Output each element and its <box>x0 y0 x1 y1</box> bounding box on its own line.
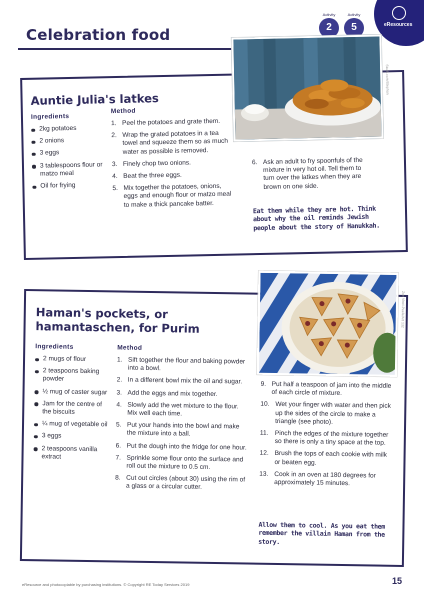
list-item: 2kg potatoes <box>31 124 105 134</box>
method-step: 5. Put your hands into the bowl and make the mixture into a ball. <box>115 421 240 439</box>
method-step: 10. Wet your finger with water and then pick up the sides of the circle to make a triangle (see photo). <box>260 401 391 426</box>
list-item: 2 onions <box>31 136 105 146</box>
method-step: 8. Cut out circles (about 30) using the rim of a glass or a circular cutter. <box>115 474 246 492</box>
method-list-continued <box>259 381 395 493</box>
recipe-title: Auntie Julia's latkes <box>30 91 159 108</box>
method-list-continued <box>252 157 375 196</box>
method-heading: Method <box>117 344 143 352</box>
ingredients-heading: Ingredients <box>30 113 70 121</box>
reflection-note: Allow them to cool. As you eat them remember the villain Haman from the story. <box>258 520 386 546</box>
photo-credit: Stock.com/Stephan <box>384 64 390 95</box>
method-step: 4. Slowly add the wet mixture to the flour. Mix well each time. <box>116 401 239 418</box>
method-step: 12. Brush the tops of each cookie with milk or beaten egg. <box>259 450 388 467</box>
method-step: 6. Ask an adult to fry spoonfuls of the mixture in very hot oil. Tell them to turn over the latkes when they are brown on one side. <box>251 156 363 191</box>
method-step: 3. Finely chop two onions. <box>111 159 191 168</box>
page-number: 15 <box>391 576 402 586</box>
method-step: 11. Pinch the edges of the mixture together so there is only a tiny space at the top. <box>259 429 389 447</box>
activity-number: 5 <box>344 18 364 38</box>
reflection-note: Eat them while they are hot. Think about why the oil reminds Jewish people about the story of Hanukkah. <box>252 204 380 233</box>
method-step: 1. Peel the potatoes and grate them. <box>111 117 221 128</box>
method-step: 1. Sift together the flour and baking powder into a bowl. <box>117 356 246 373</box>
method-step: 4. Beat the three eggs. <box>112 171 182 181</box>
eresources-label: eResources <box>384 22 413 28</box>
method-step: 2. Wrap the grated potatoes in a tea towel and squeeze them so as much water as possible is removed. <box>111 130 229 156</box>
recipe-title-line2: hamantaschen, for Purim <box>35 319 200 336</box>
ingredients-list <box>31 124 106 195</box>
hamantaschen-recipe-card <box>20 289 408 567</box>
method-step: 13. Cook in an oven at 180 degrees for approximately 15 minutes. <box>259 470 376 488</box>
method-list <box>115 356 251 497</box>
recipe-title <box>35 305 200 336</box>
list-item: Oil for frying <box>32 181 106 191</box>
ingredients-list <box>33 355 111 466</box>
activity-badge-1 <box>318 12 340 38</box>
method-step: 7. Sprinkle some flour onto the surface and roll out the mixture to 0.5 cm. <box>115 454 244 471</box>
eresources-badge[interactable] <box>374 0 424 46</box>
method-step: 9. Put half a teaspoon of jam into the middle of each circle of mixture. <box>260 380 392 398</box>
method-heading: Method <box>110 107 136 116</box>
method-step: 5. Mix together the potatoes, onions, eggs and enough flour or matzo meal to make a thick pancake batter. <box>112 183 232 209</box>
list-item: ½ mug of caster sugar <box>34 388 110 397</box>
list-item: 3 tablespoons flour or matzo meal <box>32 161 106 179</box>
list-item: 2 teaspoons vanilla extract <box>33 445 109 463</box>
page-title: Celebration food <box>26 26 171 44</box>
list-item: 3 eggs <box>34 433 110 442</box>
photo-credit: Zoe Vinci-Peele/Art 132 <box>400 290 406 328</box>
globe-icon <box>392 6 406 20</box>
ingredients-heading: Ingredients <box>35 343 74 351</box>
list-item: 3 eggs <box>32 149 106 159</box>
latkes-photo <box>231 34 383 141</box>
copyright-footer: eResource and photocopiable by purchasing institutions. © Copyright RE Today Services 2019 <box>22 582 190 587</box>
method-list <box>111 118 237 214</box>
list-item: 2 teaspoons baking powder <box>35 367 111 385</box>
method-step: 3. Add the eggs and mix together. <box>116 389 218 398</box>
list-item: 2 mugs of flour <box>35 355 111 364</box>
latkes-image <box>233 36 383 141</box>
activity-number: 2 <box>319 18 339 38</box>
list-item: ¼ mug of vegetable oil <box>34 420 110 429</box>
activity-label: Activity <box>322 12 336 17</box>
latkes-recipe-card <box>20 64 408 260</box>
method-step: 6. Put the dough into the fridge for one hour. <box>115 442 247 452</box>
activity-label: Activity <box>347 12 361 17</box>
list-item: Jam for the centre of the biscuits <box>34 400 110 418</box>
recipe-title-line1: Haman's pockets, or <box>35 305 168 322</box>
method-step: 2. In a different bowl mix the oil and sugar. <box>116 376 243 386</box>
hamantaschen-image <box>259 273 399 377</box>
hamantaschen-photo <box>257 271 399 377</box>
